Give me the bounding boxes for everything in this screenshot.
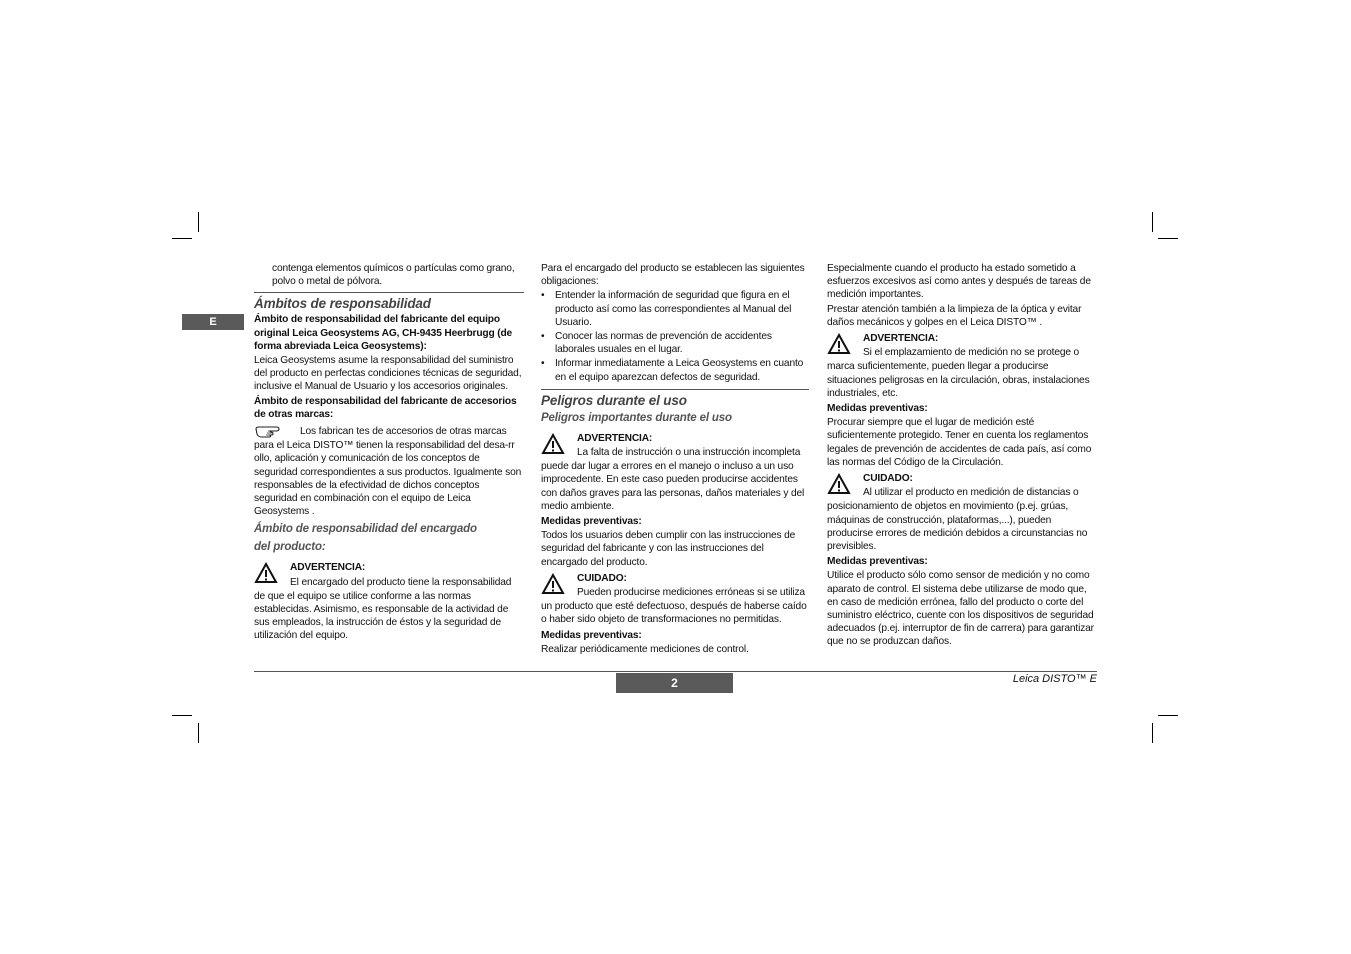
paragraph: Leica Geosystems asume la responsabilidad del suministro del producto en perfectas condiciones técnicas de seguridad, inclusive el Manual de Usuario y los accesorios originales. bbox=[254, 355, 522, 393]
paragraph: Prestar atención también a la limpieza de la óptica y evitar daños mecánicos y golpes en el Leica DISTO™ . bbox=[827, 303, 1082, 328]
list-item: • Informar inmediatamente a Leica Geosystems en cuanto en el equipo aparezcan defectos de seguridad. bbox=[541, 357, 809, 383]
warning-text: de que el equipo se utilice conforme a las normas establecidas. Asimismo, es responsable de la actividad de sus empleados, la instrucción de éstos y la seguridad de utilización del equipo. bbox=[254, 590, 509, 642]
caution-text: posicionamiento de objetos en movimiento (p.ej. grúas, máquinas de construcción, plataformas,...), pueden producirse errores de medición debidos a circunstancias no previsibles. bbox=[827, 501, 1088, 553]
warning-first-line: El encargado del producto tiene la responsabilidad bbox=[290, 576, 512, 588]
pointing-hand-icon bbox=[254, 425, 284, 439]
warning-block bbox=[541, 432, 809, 513]
paragraph: Especialmente cuando el producto ha estado sometido a esfuerzos excesivos así como antes y después de tareas de medición importantes. bbox=[827, 263, 1091, 301]
crop-mark bbox=[198, 723, 199, 743]
warning-text: puede dar lugar a errores en el manejo o incluso a un uso improcedente. En este caso pueden producirse accidentes con daños graves para las personas, daños materiales y del medio ambiente. bbox=[541, 461, 805, 512]
caution-first-line: Pueden producirse mediciones erróneas si se utiliza bbox=[577, 587, 805, 599]
caution-title: CUIDADO: bbox=[863, 473, 913, 485]
column-2 bbox=[541, 262, 809, 657]
preventive-label: Medidas preventivas: bbox=[541, 629, 642, 641]
warning-triangle-icon bbox=[541, 433, 565, 455]
warning-triangle-icon bbox=[827, 333, 851, 355]
warning-first-line: La falta de instrucción o una instrucción incompleta bbox=[577, 447, 801, 459]
list-item: • Entender la información de seguridad que figura en el producto así como las correspondientes al Manual del Usuario. bbox=[541, 289, 809, 329]
column-3 bbox=[827, 262, 1097, 650]
crop-mark bbox=[1158, 238, 1178, 239]
caution-block bbox=[827, 472, 1097, 553]
warning-triangle-icon bbox=[541, 573, 565, 595]
note-first-line: Los fabrican tes de accesorios de otras marcas bbox=[300, 426, 507, 438]
subheading-operator-line2: del producto: bbox=[254, 541, 326, 554]
subheading: Peligros importantes durante el uso bbox=[541, 411, 732, 424]
preventive-label: Medidas preventivas: bbox=[541, 516, 642, 528]
subheading-operator bbox=[254, 521, 524, 537]
intro-text: Para el encargado del producto se establecen las siguientes obligaciones: bbox=[541, 263, 805, 288]
crop-mark bbox=[198, 212, 199, 232]
warning-block bbox=[254, 561, 524, 642]
preventive-text: Procurar siempre que el lugar de medición esté suficientemente protegido. Tener en cuenta los reglamentos legales de prevención de accidentes de cada país, así como las normas del Código de la Circulación. bbox=[827, 417, 1092, 468]
subheading-accessories: Ámbito de responsabilidad del fabricante de accesorios de otras marcas: bbox=[254, 395, 517, 420]
page-number: 2 bbox=[616, 673, 733, 693]
note-text: para el Leica DISTO™ tienen la responsabilidad del desa-rr ollo, aplicación y comunicación de los conceptos de seguridad correspondientes a sus productos. Igualmente son responsables de la efectividad de dichos conceptos seguridad en combinación con el equipo de Leica Geosystems . bbox=[254, 440, 522, 518]
obligations-list bbox=[541, 289, 809, 383]
section-heading: Ámbitos de responsabilidad bbox=[254, 296, 431, 312]
caution-title: CUIDADO: bbox=[577, 572, 627, 584]
preventive-text: Realizar periódicamente mediciones de control. bbox=[541, 643, 749, 655]
crop-mark bbox=[172, 715, 192, 716]
subheading-operator-line1: Ámbito de responsabilidad del encargado bbox=[254, 523, 477, 536]
warning-text: marca suficientemente, pueden llegar a producirse situaciones peligrosas en la circulación, obras, instalaciones industriales, etc. bbox=[827, 361, 1090, 399]
note-block bbox=[254, 425, 524, 518]
warning-triangle-icon bbox=[827, 473, 851, 495]
crop-mark bbox=[1158, 715, 1178, 716]
section-divider bbox=[541, 389, 809, 390]
warning-title: ADVERTENCIA: bbox=[863, 333, 939, 345]
warning-title: ADVERTENCIA: bbox=[290, 562, 366, 574]
crop-mark bbox=[172, 238, 192, 239]
caution-block bbox=[541, 572, 809, 627]
warning-title: ADVERTENCIA: bbox=[577, 432, 653, 444]
section-heading: Peligros durante el uso bbox=[541, 392, 687, 408]
crop-mark bbox=[1152, 723, 1153, 743]
footer-divider bbox=[254, 671, 1097, 672]
brand-footer: Leica DISTO™ E bbox=[1012, 673, 1097, 685]
crop-mark bbox=[1152, 212, 1153, 232]
section-divider bbox=[254, 292, 524, 293]
preventive-label: Medidas preventivas: bbox=[827, 556, 928, 568]
warning-triangle-icon bbox=[254, 562, 278, 584]
caution-text: un producto que esté defectuoso, después de haberse caído o haber sido objeto de transformaciones no permitidas. bbox=[541, 601, 807, 626]
preventive-text: Utilice el producto sólo como sensor de medición y no como aparato de control. El sistema debe utilizarse de modo que, en caso de medición errónea, fallo del producto o corte del suministro eléctrico, cuente con los dispositivos de seguridad adecuados (p.ej. interruptor de fin de carrera) para garantizar que no se produzcan daños. bbox=[827, 570, 1094, 648]
list-item: • Conocer las normas de prevención de accidentes laborales usuales en el lugar. bbox=[541, 330, 809, 356]
caution-first-line: Al utilizar el producto en medición de distancias o bbox=[863, 487, 1079, 499]
subheading-manufacturer: Ámbito de responsabilidad del fabricante del equipo original Leica Geosystems AG, CH-9435 Heerbrugg (de forma abreviada Leica Geosystems): bbox=[254, 314, 513, 352]
preventive-label: Medidas preventivas: bbox=[827, 403, 928, 415]
preventive-text: Todos los usuarios deben cumplir con las instrucciones de seguridad del fabricante y con las instrucciones del encargado del producto. bbox=[541, 530, 796, 568]
warning-first-line: Si el emplazamiento de medición no se protege o bbox=[863, 347, 1080, 359]
warning-block bbox=[827, 332, 1097, 400]
intro-text: contenga elementos químicos o partículas como grano, polvo o metal de pólvora. bbox=[272, 263, 515, 288]
language-tab: E bbox=[182, 314, 244, 330]
column-1 bbox=[254, 262, 524, 644]
